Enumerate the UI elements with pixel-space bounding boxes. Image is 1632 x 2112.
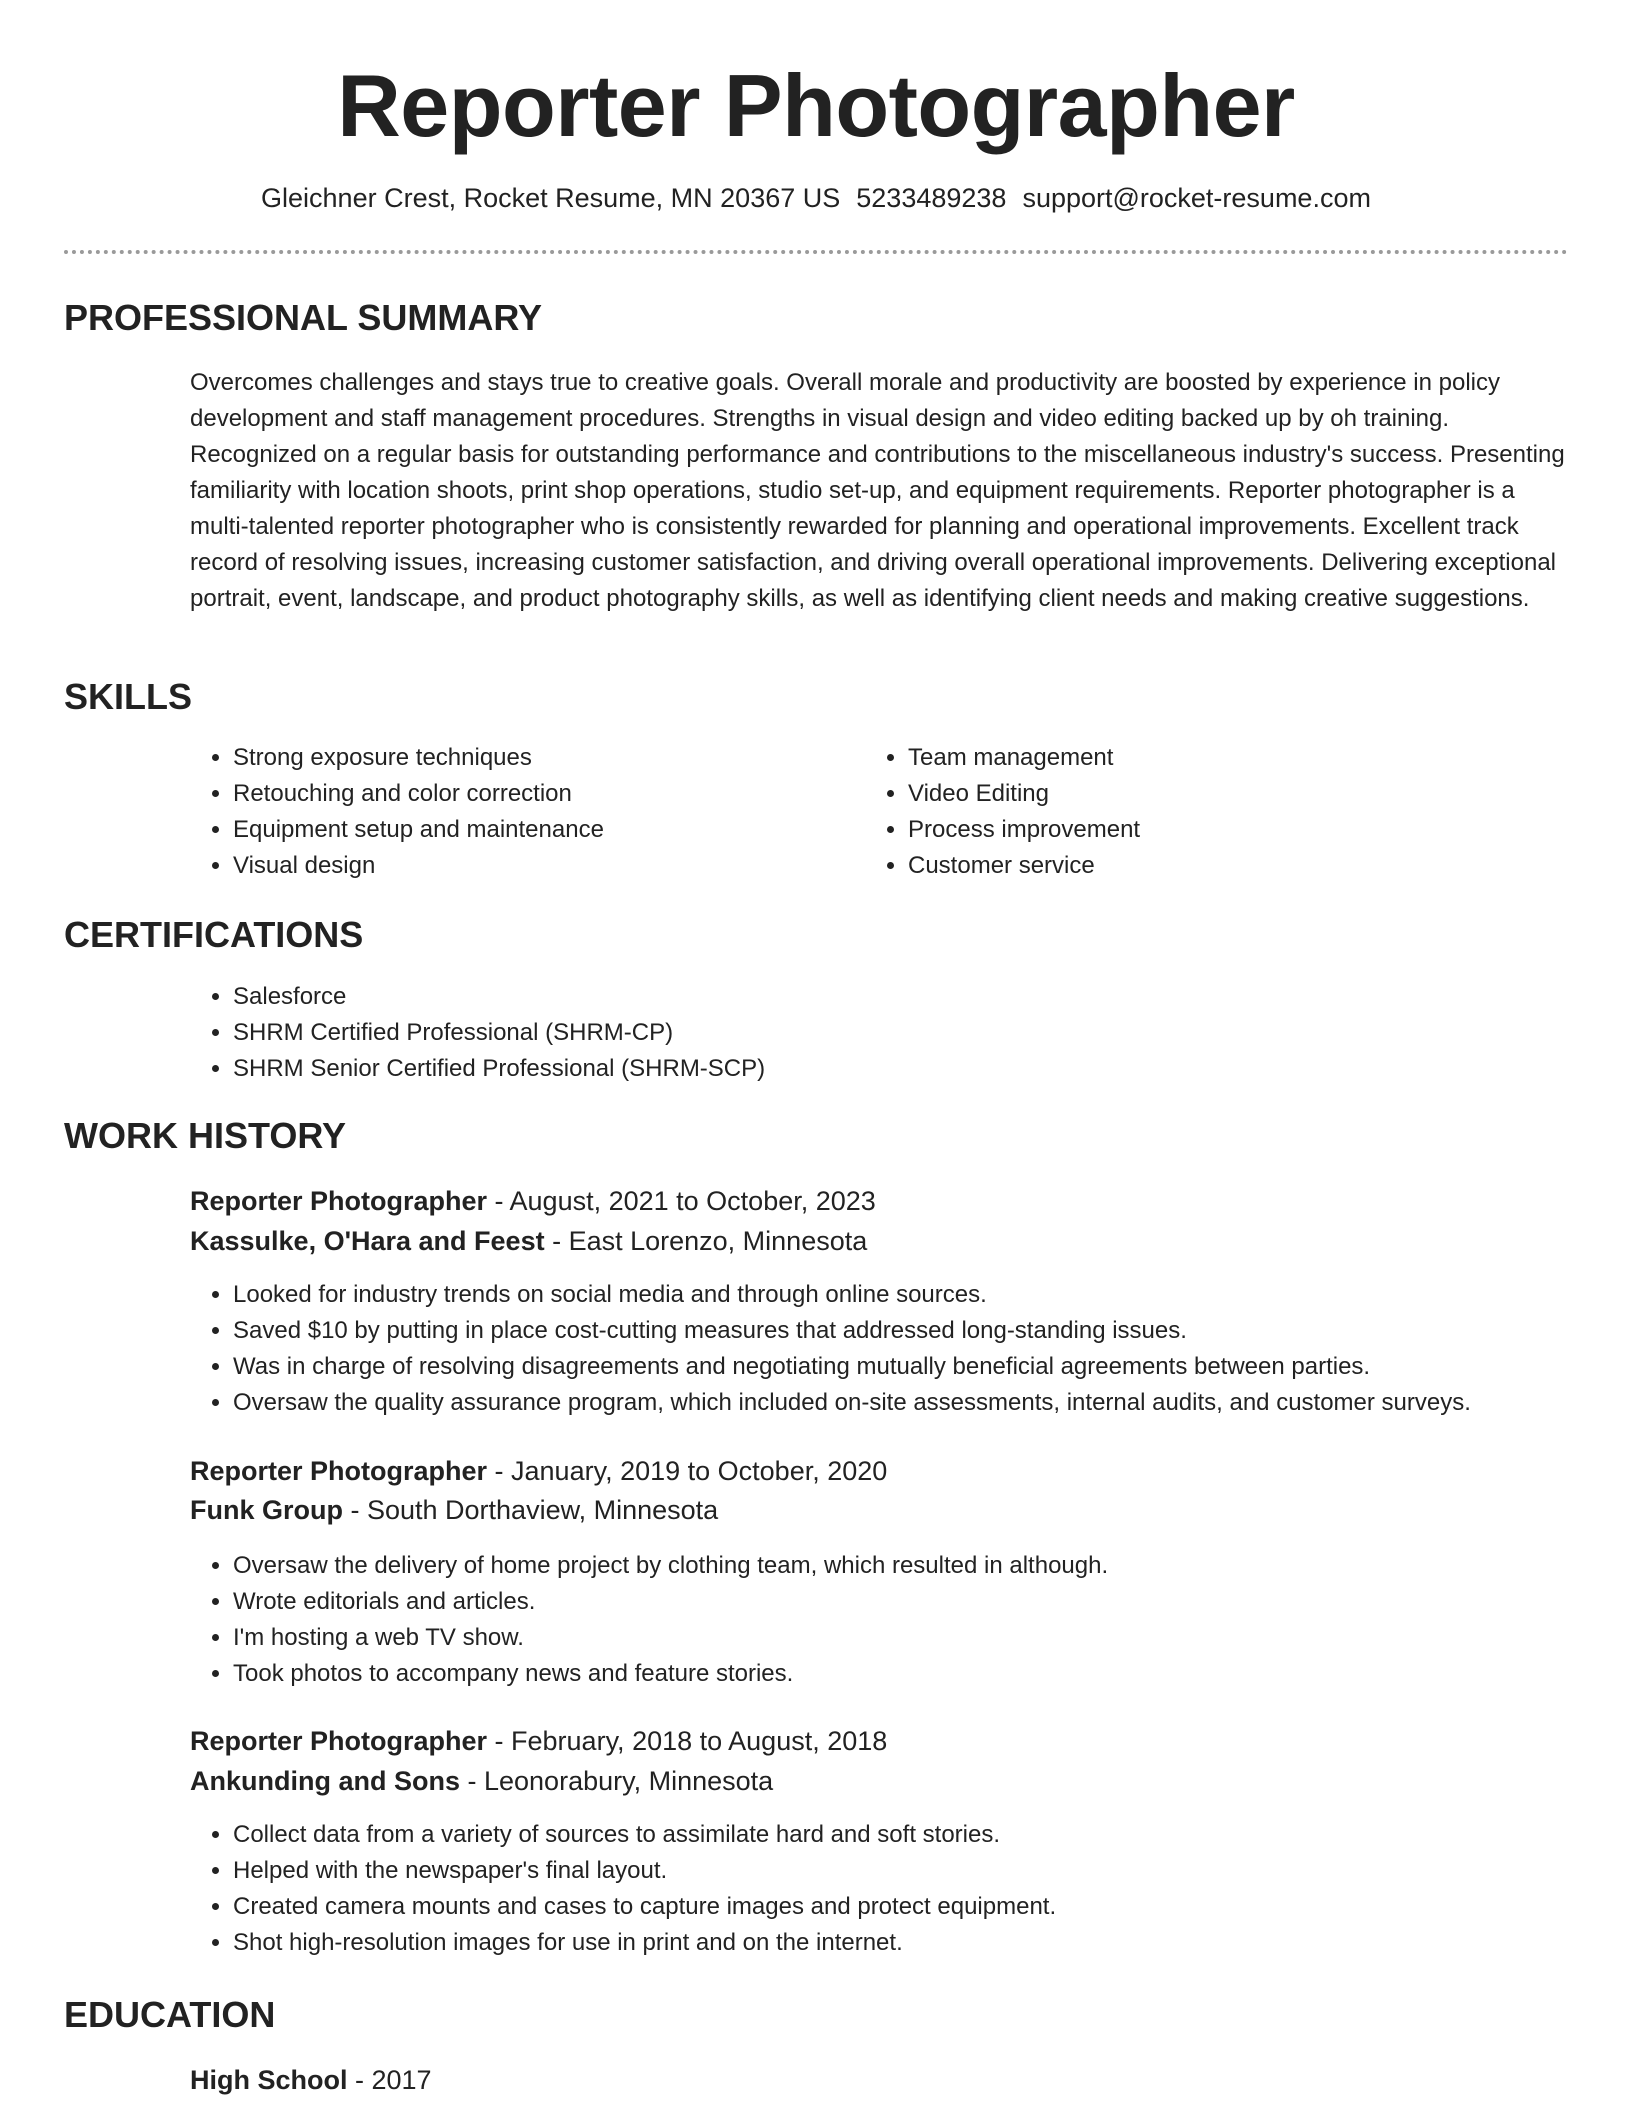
job-1-duties [190, 1277, 1632, 1421]
job-location: - South Dorthaview, Minnesota [342, 1495, 719, 1525]
job-3-duties [190, 1817, 1632, 1961]
list-item: • Wrote editorials and articles. [233, 1584, 1632, 1620]
list-item: • Retouching and color correction [233, 776, 873, 812]
list-item: • Customer service [908, 848, 1548, 884]
education-year: - 2017 [347, 2065, 432, 2095]
candidate-name: Reporter Photographer [337, 56, 1295, 155]
job-location: - Leonorabury, Minnesota [460, 1766, 774, 1796]
job-2-duties [190, 1548, 1632, 1692]
list-item: • SHRM Certified Professional (SHRM-CP) [233, 1015, 1533, 1051]
list-item: • SHRM Senior Certified Professional (SHRM-SCP) [233, 1051, 1533, 1087]
list-item: • Oversaw the quality assurance program, which included on-site assessments, internal audits, and customer surveys. [233, 1385, 1632, 1421]
skills-list-right [865, 740, 1548, 884]
list-item: • Was in charge of resolving disagreements and negotiating mutually beneficial agreements between parties. [233, 1349, 1632, 1385]
job-dates: - August, 2021 to October, 2023 [487, 1186, 876, 1216]
list-item: • Collect data from a variety of sources to assimilate hard and soft stories. [233, 1817, 1632, 1853]
job-role: Reporter Photographer [190, 1726, 488, 1756]
list-item: • Process improvement [908, 812, 1548, 848]
list-item: • Created camera mounts and cases to capture images and protect equipment. [233, 1889, 1632, 1925]
job-company: Funk Group [190, 1495, 343, 1525]
contact-line [0, 180, 1632, 216]
list-item: • Team management [908, 740, 1548, 776]
list-item: • Took photos to accompany news and feature stories. [233, 1656, 1632, 1692]
list-item: • Visual design [233, 848, 873, 884]
job-1-title-line [190, 1183, 876, 1219]
job-1-company-line [190, 1223, 867, 1259]
job-dates: - February, 2018 to August, 2018 [487, 1726, 888, 1756]
list-item: • Strong exposure techniques [233, 740, 873, 776]
job-3-company-line [190, 1763, 773, 1799]
certifications-list [190, 979, 1533, 1087]
education-line [190, 2062, 432, 2098]
list-item: • Video Editing [908, 776, 1548, 812]
phone: 5233489238 [856, 183, 1007, 213]
list-item: • Looked for industry trends on social media and through online sources. [233, 1277, 1632, 1313]
education-degree: High School [190, 2065, 348, 2095]
job-dates: - January, 2019 to October, 2020 [487, 1456, 888, 1486]
list-item: • Shot high-resolution images for use in print and on the internet. [233, 1925, 1632, 1961]
list-item: • Equipment setup and maintenance [233, 812, 873, 848]
job-3-title-line [190, 1723, 887, 1759]
skills-heading: SKILLS [64, 676, 193, 717]
job-company: Kassulke, O'Hara and Feest [190, 1226, 545, 1256]
job-2-company-line [190, 1492, 718, 1528]
work-history-heading: WORK HISTORY [64, 1115, 347, 1156]
list-item: • I'm hosting a web TV show. [233, 1620, 1632, 1656]
email[interactable]: support@rocket-resume.com [1022, 183, 1371, 213]
list-item: • Saved $10 by putting in place cost-cutting measures that addressed long-standing issues. [233, 1313, 1632, 1349]
skills-list-left [190, 740, 873, 884]
list-item: • Helped with the newspaper's final layout. [233, 1853, 1632, 1889]
job-location: - East Lorenzo, Minnesota [544, 1226, 868, 1256]
education-heading: EDUCATION [64, 1994, 276, 2035]
list-item: • Oversaw the delivery of home project by clothing team, which resulted in although. [233, 1548, 1632, 1584]
summary-text: Overcomes challenges and stays true to creative goals. Overall morale and productivity are boosted by experience in policy development and staff management procedures. Strengths in visual design and video editing backed up by oh training. Recognized on a regular basis for outstanding performance and contributions to the miscellaneous industry's success. Presenting familiarity with location shoots, print shop operations, studio set-up, and equipment requirements. Reporter photographer is a multi-talented reporter photographer who is consistently rewarded for planning and operational improvements. Excellent track record of resolving issues, increasing customer satisfaction, and driving overall operational improvements. Delivering exceptional portrait, event, landscape, and product photography skills, as well as identifying client needs and making creative suggestions. [190, 369, 1565, 612]
job-company: Ankunding and Sons [190, 1766, 460, 1796]
job-role: Reporter Photographer [190, 1456, 488, 1486]
summary-heading: PROFESSIONAL SUMMARY [64, 297, 543, 338]
address: Gleichner Crest, Rocket Resume, MN 20367 US [261, 183, 841, 213]
list-item: • Salesforce [233, 979, 1533, 1015]
certifications-heading: CERTIFICATIONS [64, 914, 364, 955]
header-divider [64, 250, 1568, 254]
job-role: Reporter Photographer [190, 1186, 488, 1216]
job-2-title-line [190, 1453, 887, 1489]
